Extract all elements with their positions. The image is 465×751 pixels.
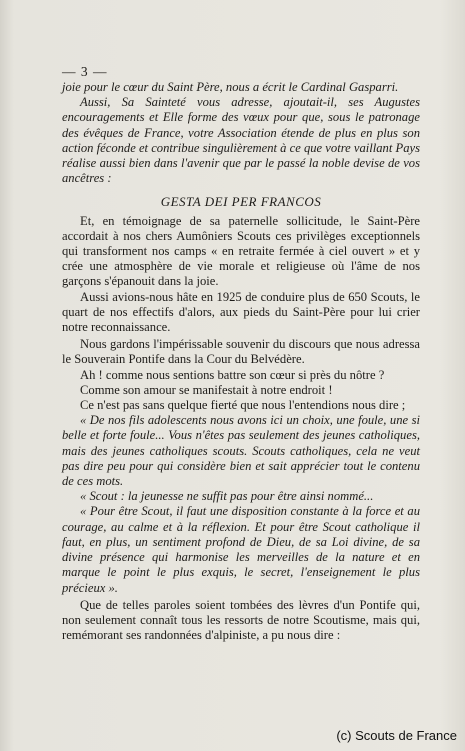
paragraph-love: Comme son amour se manifestait à notre endroit !: [80, 382, 333, 397]
paragraph-souvenir: Nous gardons l'impérissable souvenir du discours que nous adressa le Souverain Pontife dans la Cour du Belvédère.: [62, 337, 420, 367]
paragraph-pilgrimage: Aussi avions-nous hâte en 1925 de conduire plus de 650 Scouts, le quart de nos effectifs d'alors, aux pieds du Saint-Père pour lui crier notre reconnaissance.: [62, 289, 420, 335]
paragraph-privileges: Et, en témoignage de sa paternelle sollicitude, le Saint-Père accordait à nos chers Aumôniers Scouts ces privilèges exceptionnels qui transforment nos camps « en retraite fermée à ciel ouvert » et y crée une atmosphère de vie morale et religieuse où l'âme de nos garçons s'épanouit dans la joie.: [62, 213, 420, 289]
paragraph-conclusion: Que de telles paroles soient tombées des lèvres d'un Pontife qui, non seulement connaît tous les ressorts de notre Scoutisme, mais qui, remémorant ses randonnées d'alpiniste, a pu nous dire :: [62, 597, 420, 643]
paragraph-exclamation: Ah ! comme nous sentions battre son cœur si près du nôtre ?: [80, 367, 385, 382]
copyright-watermark: (c) Scouts de France: [336, 728, 457, 743]
paragraph-quote-force: « Pour être Scout, il faut une disposition constante à la force et au courage, au calme et à la réflexion. Et pour être Scout catholique il faut, en plus, un sentiment profond de Dieu, de sa Loi divine, de sa divine présence qui harmonise les merveilles de la nature et en marque le point le plus exquis, le secret, l'enseignement le plus précieux ».: [62, 504, 420, 595]
paragraph-quote-gasparri: Aussi, Sa Sainteté vous adresse, ajoutait-il, ses Augustes encouragements et Elle forme des vœux pour que, sous le patronage des évêques de France, votre Association étende de plus en plus son action féconde et contribue singulièrement à ce que votre vaillant Pays réalise aussi bien dans l'avenir que par le passé la noble devise de vos ancêtres :: [62, 95, 420, 186]
paragraph-quote-scout: « Scout : la jeunesse ne suffit pas pour être ainsi nommé...: [80, 489, 374, 504]
document-body: [62, 80, 420, 643]
paragraph-continuation: joie pour le cœur du Saint Père, nous a écrit le Cardinal Gasparri.: [62, 80, 399, 94]
page-number: — 3 —: [62, 64, 108, 79]
paragraph-pride: Ce n'est pas sans quelque fierté que nous l'entendions nous dire ;: [80, 398, 406, 413]
section-heading: GESTA DEI PER FRANCOS: [160, 194, 322, 210]
paragraph-quote-fils: « De nos fils adolescents nous avons ici un choix, une foule, une si belle et forte foule... Vous n'êtes pas seulement des jeunes catholiques, mais des jeunes catholiques scouts. Scouts catholiques, cela ne veut pas dire peu pour qui considère bien et sait apprécier tout le contenu de ces mots.: [62, 413, 420, 489]
